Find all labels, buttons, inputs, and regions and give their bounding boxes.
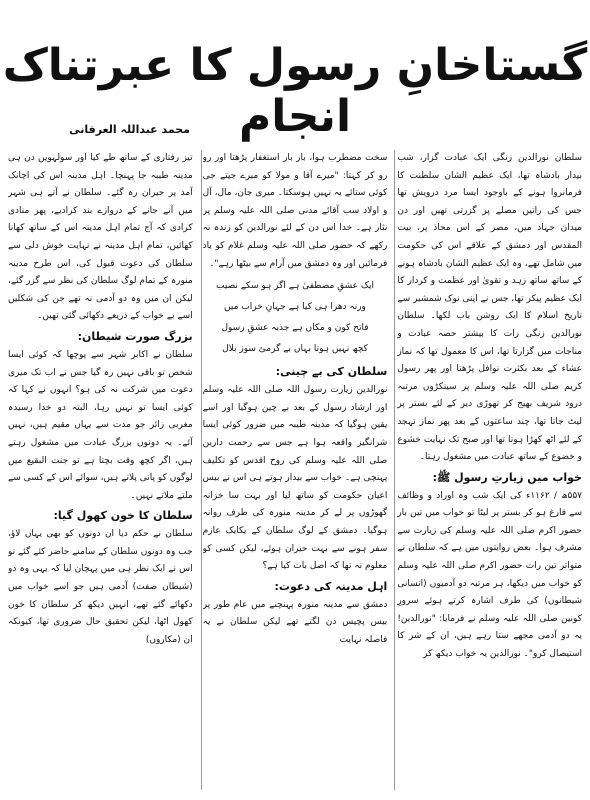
column-right [397, 150, 582, 798]
poem-line: فاتح کون و مکاں ہے جذبہ عشقِ رسول [221, 323, 369, 334]
article-title: گستاخانِ رسول کا عبرتناک انجام [2, 40, 588, 142]
article-columns [8, 150, 582, 798]
author-byline: محمد عبداللہ العرفانی [69, 123, 190, 136]
section-heading: اہل مدینہ کی دعوت: [274, 579, 388, 593]
poem-line: کچھ نہیں ہوتا بہاں بے گرمئ سوز بلال [222, 344, 368, 355]
paragraph: تیز رفتاری کے ساتھ طے کیا اور سولہویں دن ہی مدینہ طیبہ جا پہنچا۔ اہل مدینہ اس کی اچانک آمد پر حیران رہ گئے۔ سلطان نے آتے ہی شہر میں آنے جانے کے دروازے بند کرادیے، پھر منادی کرادی کہ آج تمام اہل مدینہ اس کے ساتھ کھانا کھائیں، تمام اہل مدینہ نے نہایت خوش دلی سے سلطان کی دعوت قبول کی، اس طرح مدینہ منورہ کے تمام لوگ سلطان کی نظر سے گزر گئے، لیکن ان میں وہ دو آدمی نہ تھے جن کی شکلیں اسے بے خواب کے ذریعے دکھائی گئی تھیں۔ [7, 153, 193, 322]
poem-verse [203, 276, 388, 360]
section-heading: بزرگ صورت شیطان: [77, 329, 193, 343]
section-heading: خواب میں زیارتِ رسول ﷺ: [432, 470, 582, 484]
section-heading: سلطان کی بے چینی: [275, 365, 388, 379]
paragraph: سخت مضطرب ہوا، بار بار استغفار پڑھتا اور رو رو کر کہتا: "میرے آقا و مولا کو میرے جیتے جی کوئی ستائے یہ نہیں ہوسکتا۔ میری جان، مال، آل و اولاد سب آقائے مدنی صلی اللہ علیہ وسلم پر نثار ہے۔ خدا اس دن کے لئے نورالدین کو زندہ نہ رکھے کہ حضور صلی اللہ علیہ وسلم غلام کو یاد فرمائیں اور وہ دمشق میں آرام سے بیٹھا رہے"۔ [202, 153, 388, 269]
paragraph: دمشق سے مدینہ منورہ پہنچنے میں عام طور پر بیس پچیس دن لگتے تھے لیکن سلطان نے یہ فاصلہ نہایت [202, 599, 388, 645]
poem-line: ورنہ دھرا ہی کیا ہے جہانِ خراب میں [224, 302, 366, 313]
paragraph: سلطان نورالدین زنگی ایک عبادت گزار، شب بیدار بادشاہ تھا، ایک عظیم الشان سلطنت کا فرمانروا ہونے کے باوجود ایسا مرد درویش تھا جس کی راتیں مصلے پر گزرتی تھیں اور دن میدان جہاد میں، مصر کے اس محاذ پر، بیت المقدس اور دمشق کے علاقے اس کی حکومت میں شامل تھے، وہ ایک عظیم الشان بادشاہ ہونے کے ساتھ ساتھ زہد و تقویٰ اور عظمت و کردار کا ایک عظیم پیکر تھا، جس نے اپنی نوک شمشیر سے تاریخ اسلام کا ایک روشن باب لکھا۔ سلطان نورالدین زنگی رات کا بیشتر حصہ عبادت و مناجات میں گزارتا تھا، اس کا معمول تھا کہ نماز عشاء کے بعد بکثرت نوافل پڑھتا اور پھر رسول کریم صلی اللہ علیہ وسلم پر سینکڑوں مرتبہ درود شریف بھیج کر تھوڑی دیر کے لئے بستر پر لیٹ جاتا تھا، چند ساعتوں کے بعد پھر نماز تہجد کے لئے اٹھ کھڑا ہوتا تھا اور صبح تک نہایت خشوع و خضوع کے ساتھ عبادت میں مشغول رہتا۔ [397, 153, 582, 463]
paragraph: ۵۵۷ھ / ۱۱۶۲ء کی ایک شب وہ اوراد و وظائف سے فارغ ہو کر بستر پر لیٹا تو خواب میں تین بار حضور اکرم صلی اللہ علیہ وسلم کی زیارت سے مشرف ہوا۔ بعض روایتوں میں ہے کہ سلطان نے متواتر تین رات حضور اکرم صلی اللہ علیہ وسلم کو خواب میں دیکھا، ہر مرتبہ دو آدمیوں (انسانی شیطانوں) کی طرف اشارہ کرتے ہوئے سرورِ کونین صلی اللہ علیہ وسلم نے فرمایا: "نورالدین! یہ دو آدمی مجھے ستا رہے ہیں، ان کے شر کا استیصال کرو"۔ نورالدین یہ خواب دیکھ کر [397, 490, 582, 660]
section-heading: سلطان کا خون کھول گیا: [53, 509, 193, 523]
paragraph: سلطان نے اکابر شہر سے پوچھا کہ کوئی ایسا شخص تو باقی نہیں رہ گیا جس نے اب تک میری دعوت میں شرکت نہ کی ہو؟ انہوں نے کہا کہ کوئی ایسا تو نہیں رہا، البتہ دو خدا رسیدہ مغربی زائر جو مدت سے یہاں مقیم ہیں، نہیں آئے۔ یہ دونوں بزرگ عبادت میں مشغول رہتے ہیں، اگر کچھ وقت بچتا ہے تو جنت البقیع میں لوگوں کو پانی پلاتے ہیں، سوائے اس کے کسی سے ملتے ملاتے نہیں۔ [7, 349, 193, 501]
paragraph: سلطان نے حکم دیا ان دونوں کو بھی یہاں لاؤ، جب وہ دونوں سلطان کے سامنے حاضر کئے گئے تو اس نے ایک نظر ہی میں پہچان لیا کہ یہی وہ دو (شیطان صفت) آدمی ہیں جو اسے خواب میں دکھائے گئے تھے، انہیں دیکھ کر سلطان کا خون کھول اٹھا، لیکن تحقیق حال ضروری تھا، کیونکہ ان (مکاروں) [7, 529, 193, 645]
paragraph: نورالدین زیارت رسول اللہ صلی اللہ علیہ وسلم اور ارشاد رسول کے بعد بے چین ہوگیا اور اسے یقین ہوگیا کہ مدینہ طیبہ میں ضرور کوئی ایسا شرانگیز واقعہ ہوا ہے جس سے رحمت دارین صلی اللہ علیہ وسلم کی روح اقدس کو تکلیف پہنچی ہے۔ خواب سے بیدار ہوتے ہی اس نے بیس اعیان حکومت کو ساتھ لیا اور بہت سا خزانہ گھوڑوں پر لے کر مدینہ منورہ کی طرف روانہ ہوگیا۔ دمشق کے لوگ سلطان کے یکایک عازم سفر ہونے سے بہت حیران ہوئے، لیکن کسی کو معلوم نہ تھا کہ اصل بات کیا ہے؟ [202, 385, 388, 572]
column-left [8, 150, 193, 798]
poem-line: ایک عشقِ مصطفیٰ ہے اگر ہو سکے نصیب [216, 281, 374, 292]
column-middle [203, 150, 388, 798]
